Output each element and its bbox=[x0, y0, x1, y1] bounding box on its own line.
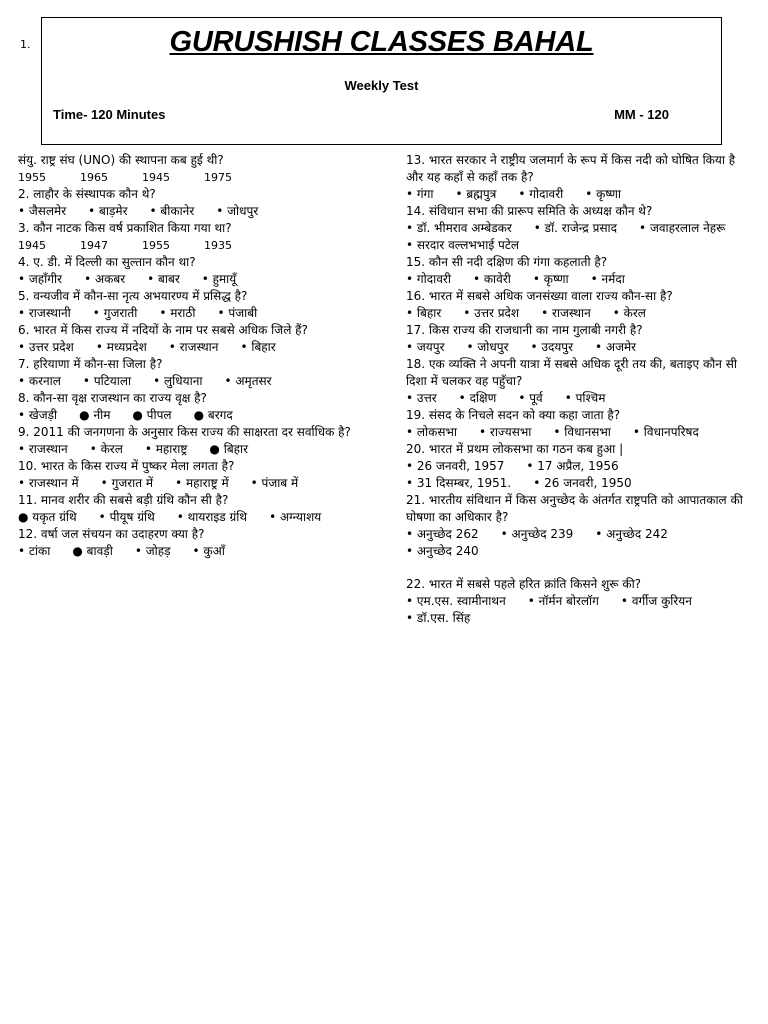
option-list bbox=[406, 390, 750, 407]
option-item: • राजस्थान bbox=[168, 340, 219, 354]
option-item: • थायराइड ग्रंथि bbox=[176, 510, 248, 524]
option-item: • राजस्थान में bbox=[18, 476, 79, 490]
option-item: • राजस्थान bbox=[18, 442, 68, 456]
option-list bbox=[406, 339, 750, 356]
option-list bbox=[18, 305, 360, 322]
marks-label: MM - 120 bbox=[614, 107, 669, 122]
right-question-column bbox=[406, 152, 750, 627]
question-text: 3. कौन नाटक किस वर्ष प्रकाशित किया गया था? bbox=[18, 221, 232, 235]
option-item: • कृष्णा bbox=[585, 187, 622, 201]
option-item: • गोदावरी bbox=[518, 187, 564, 201]
option-item: • उत्तर bbox=[406, 391, 437, 405]
question-text: 13. भारत सरकार ने राष्ट्रीय जलमार्ग के रूप में किस नदी को घोषित किया है और यह कहाँ से कहाँ तक है? bbox=[406, 153, 736, 184]
option-item: ● बावड़ी bbox=[72, 544, 113, 558]
option-item: • महाराष्ट्र bbox=[144, 442, 188, 456]
option-item: • एम.एस. स्वामीनाथन bbox=[406, 594, 506, 608]
question-text: 6. भारत में किस राज्य में नदियों के नाम पर सबसे अधिक जिले हैं? bbox=[18, 323, 308, 337]
option-item: • कावेरी bbox=[472, 272, 511, 286]
question-text: 14. संविधान सभा की प्रारूप समिति के अध्यक्ष कौन थे? bbox=[406, 204, 653, 218]
question-text: 21. भारतीय संविधान में किस अनुच्छेद के अंतर्गत राष्ट्रपति को आपातकाल की घोषणा का अधिकार है? bbox=[406, 493, 743, 524]
option-item: ● नीम bbox=[79, 408, 111, 422]
option-item: • बिहार bbox=[406, 306, 442, 320]
option-list bbox=[18, 237, 360, 254]
option-item: • अनुच्छेद 262 bbox=[406, 527, 479, 541]
option-item: • मध्यप्रदेश bbox=[95, 340, 147, 354]
question-text: 12. वर्षा जल संचयन का उदाहरण क्या है? bbox=[18, 527, 205, 541]
option-item: • जहाँगीर bbox=[18, 272, 63, 286]
option-item: • अनुच्छेद 239 bbox=[500, 527, 574, 541]
option-item: • सरदार वल्लभभाई पटेल bbox=[406, 238, 520, 252]
option-item: • डॉ. राजेन्द्र प्रसाद bbox=[533, 221, 618, 235]
option-item: • नर्मदा bbox=[590, 272, 625, 286]
option-item: 1965 bbox=[80, 171, 108, 184]
option-list bbox=[18, 169, 360, 186]
option-item: • खेजड़ी bbox=[18, 408, 58, 422]
option-list bbox=[406, 526, 750, 560]
option-list bbox=[406, 593, 750, 627]
header-box bbox=[41, 17, 722, 145]
option-item: • पश्चिम bbox=[564, 391, 606, 405]
left-question-column bbox=[18, 152, 360, 560]
option-item: • लोकसभा bbox=[406, 425, 458, 439]
question-text: 9. 2011 की जनगणना के अनुसार किस राज्य की साक्षरता दर सर्वाधिक है? bbox=[18, 425, 351, 439]
option-item: • 31 दिसम्बर, 1951. bbox=[406, 476, 512, 490]
option-list bbox=[406, 220, 750, 254]
question-text: 11. मानव शरीर की सबसे बड़ी ग्रंथि कौन सी है? bbox=[18, 493, 229, 507]
option-item: • उदयपुर bbox=[530, 340, 574, 354]
option-item: • पूर्व bbox=[518, 391, 543, 405]
option-item: • गुजराती bbox=[92, 306, 138, 320]
option-item: • पीयूष ग्रंथि bbox=[98, 510, 155, 524]
question-text: 7. हरियाणा में कौन-सा जिला है? bbox=[18, 357, 163, 371]
option-item: • डॉ. भीमराव अम्बेडकर bbox=[406, 221, 512, 235]
option-list bbox=[18, 543, 360, 560]
option-list bbox=[18, 339, 360, 356]
question-text: 16. भारत में सबसे अधिक जनसंख्या वाला राज्य कौन-सा है? bbox=[406, 289, 673, 303]
option-list bbox=[18, 441, 360, 458]
option-item: • टांका bbox=[18, 544, 51, 558]
option-item: • अजमेर bbox=[595, 340, 637, 354]
option-item: • केरल bbox=[89, 442, 123, 456]
option-item: • 26 जनवरी, 1950 bbox=[533, 476, 632, 490]
option-list bbox=[18, 271, 360, 288]
question-text: 20. भारत में प्रथम लोकसभा का गठन कब हुआ | bbox=[406, 442, 624, 456]
option-list bbox=[406, 271, 750, 288]
time-label: Time- 120 Minutes bbox=[53, 107, 166, 122]
option-list bbox=[18, 509, 360, 526]
question-text: 8. कौन-सा वृक्ष राजस्थान का राज्य वृक्ष है? bbox=[18, 391, 207, 405]
question-text: 5. वन्यजीव में कौन-सा नृत्य अभयारण्य में प्रसिद्ध है? bbox=[18, 289, 248, 303]
option-item: • उत्तर प्रदेश bbox=[463, 306, 520, 320]
option-item: • मराठी bbox=[159, 306, 196, 320]
option-item: 1955 bbox=[18, 171, 46, 184]
option-item: • लुधियाना bbox=[153, 374, 203, 388]
option-item: • दक्षिण bbox=[458, 391, 497, 405]
option-item: • बीकानेर bbox=[149, 204, 195, 218]
option-list bbox=[406, 305, 750, 322]
option-item: • गुजरात में bbox=[100, 476, 154, 490]
option-item: • हुमायूँ bbox=[201, 272, 237, 286]
question-text: संयु. राष्ट्र संघ (UNO) की स्थापना कब हुई थी? bbox=[18, 153, 224, 167]
option-item: • राजस्थान bbox=[541, 306, 591, 320]
option-item: • बाबर bbox=[147, 272, 180, 286]
option-item: 1945 bbox=[142, 171, 170, 184]
question-text: 10. भारत के किस राज्य में पुष्कर मेला लगता है? bbox=[18, 459, 235, 473]
option-item: • जोधपुर bbox=[466, 340, 509, 354]
option-list bbox=[406, 458, 750, 492]
option-item: 1947 bbox=[80, 239, 108, 252]
question-text: 18. एक व्यक्ति ने अपनी यात्रा में सबसे अधिक दूरी तय की, बताइए कौन सी दिशा में चलकर वह पहुँचा? bbox=[406, 357, 737, 388]
option-item: • ब्रह्मपुत्र bbox=[455, 187, 497, 201]
option-item: • अमृतसर bbox=[224, 374, 272, 388]
option-item: ● बिहार bbox=[209, 442, 249, 456]
option-item: • कृष्णा bbox=[532, 272, 569, 286]
option-item: • करनाल bbox=[18, 374, 61, 388]
option-item: 1935 bbox=[204, 239, 232, 252]
option-item: 1955 bbox=[142, 239, 170, 252]
option-item: • उत्तर प्रदेश bbox=[18, 340, 74, 354]
option-item: • राजस्थानी bbox=[18, 306, 71, 320]
page-number: 1. bbox=[20, 38, 31, 51]
option-item: • अनुच्छेद 240 bbox=[406, 544, 479, 558]
option-item: • पंजाब में bbox=[250, 476, 299, 490]
option-item: • नॉर्मन बोरलॉग bbox=[527, 594, 599, 608]
option-item: • पटियाला bbox=[82, 374, 132, 388]
option-item: • 17 अप्रैल, 1956 bbox=[526, 459, 619, 473]
option-item: ● पीपल bbox=[132, 408, 172, 422]
question-text: 2. लाहौर के संस्थापक कौन थे? bbox=[18, 187, 156, 201]
option-item: • विधानपरिषद bbox=[632, 425, 699, 439]
option-list bbox=[18, 407, 360, 424]
option-list bbox=[18, 373, 360, 390]
option-item: • गंगा bbox=[406, 187, 434, 201]
question-text: 19. संसद के निचले सदन को क्या कहा जाता है? bbox=[406, 408, 621, 422]
option-item: ● बरगद bbox=[193, 408, 233, 422]
option-item: • पंजाबी bbox=[217, 306, 258, 320]
option-list bbox=[18, 203, 360, 220]
option-item: 1945 bbox=[18, 239, 46, 252]
option-item: • जयपुर bbox=[406, 340, 445, 354]
option-item: • अग्न्याशय bbox=[269, 510, 322, 524]
question-text: 17. किस राज्य की राजधानी का नाम गुलाबी नगरी है? bbox=[406, 323, 643, 337]
option-list bbox=[18, 475, 360, 492]
option-item: • राज्यसभा bbox=[479, 425, 532, 439]
option-item: ● यकृत ग्रंथि bbox=[18, 510, 77, 524]
option-item: • गोदावरी bbox=[406, 272, 451, 286]
option-item: • 26 जनवरी, 1957 bbox=[406, 459, 505, 473]
option-item: • केरल bbox=[612, 306, 646, 320]
option-item: • डॉ.एस. सिंह bbox=[406, 611, 471, 625]
option-item: • बाड़मेर bbox=[88, 204, 128, 218]
option-item: 1975 bbox=[204, 171, 232, 184]
option-item: • बिहार bbox=[240, 340, 276, 354]
page-title: GURUSHISH CLASSES BAHAL bbox=[169, 26, 594, 58]
option-item: • जवाहरलाल नेहरू bbox=[639, 221, 726, 235]
question-text: 15. कौन सी नदी दक्षिण की गंगा कहलाती है? bbox=[406, 255, 608, 269]
question-text: 4. ए. डी. में दिल्ली का सुल्तान कौन था? bbox=[18, 255, 196, 269]
option-item: • जोधपुर bbox=[216, 204, 259, 218]
option-item: • जैसलमेर bbox=[18, 204, 67, 218]
option-item: • कुआँ bbox=[192, 544, 225, 558]
test-subtitle: Weekly Test bbox=[344, 78, 419, 93]
option-item: • महाराष्ट्र में bbox=[175, 476, 229, 490]
question-text: 22. भारत में सबसे पहले हरित क्रांति किसने शुरू की? bbox=[406, 577, 642, 591]
option-item: • जोहड़ bbox=[134, 544, 171, 558]
option-list bbox=[406, 186, 750, 203]
option-item: • अनुच्छेद 242 bbox=[595, 527, 668, 541]
option-item: • विधानसभा bbox=[553, 425, 611, 439]
option-item: • अकबर bbox=[84, 272, 126, 286]
option-item: • वर्गीज कुरियन bbox=[620, 594, 692, 608]
option-list bbox=[406, 424, 750, 441]
